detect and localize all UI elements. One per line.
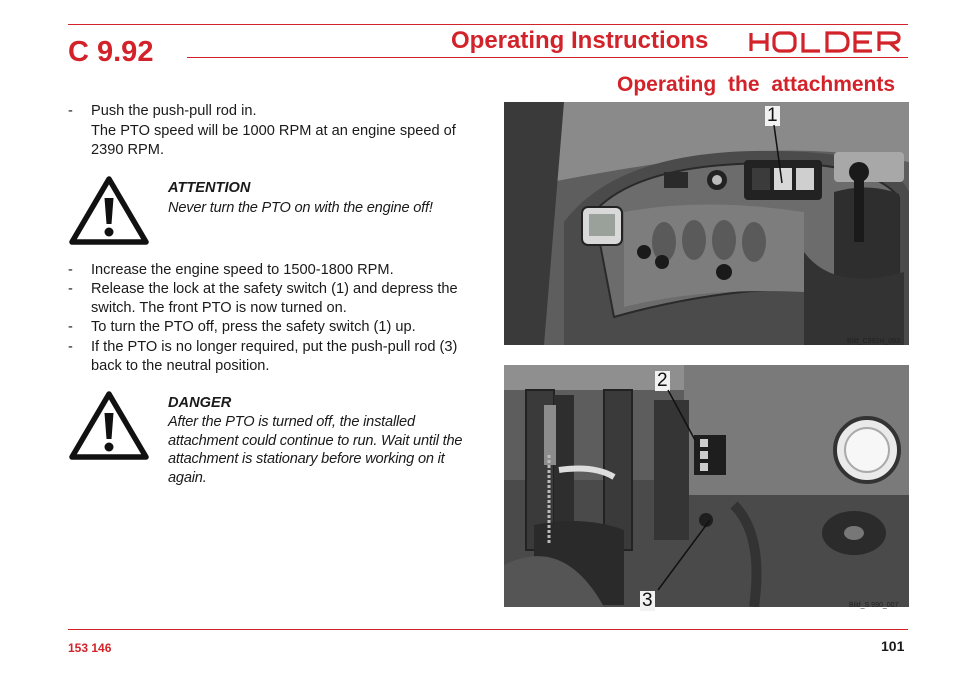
page-number: 101 <box>881 638 905 654</box>
step-3-dash: - <box>68 319 73 335</box>
photo2-caption: Bild_S 990_007 <box>849 602 899 609</box>
danger-warning-icon <box>68 389 150 461</box>
step-1-dash: - <box>68 262 73 278</box>
step-3-text: To turn the PTO off, press the safety switch (1) up. <box>91 319 416 335</box>
model-number: C 9.92 <box>68 36 154 68</box>
photo1-callout-1: 1 <box>767 105 778 126</box>
section-heading: Operating the attachments <box>617 73 896 96</box>
attention-warning-icon <box>68 174 150 246</box>
attention-title: ATTENTION <box>168 180 251 196</box>
photo2-callout-lines <box>650 380 710 610</box>
holder-logo <box>748 30 902 54</box>
header-top-rule <box>68 24 908 25</box>
document-number: 153 146 <box>68 641 112 655</box>
photo2-callout-3: 3 <box>642 590 653 611</box>
photo1-caption: Bild_C992H_093 <box>847 338 900 345</box>
danger-text: After the PTO is turned off, the installed attachment could continue to run. Wait until the attachment is stationary before working on it again. <box>168 414 463 486</box>
manual-title: Operating Instructions <box>451 27 709 54</box>
step-2-text: Release the lock at the safety switch (1) and depress the switch. The front PTO is now turned on. <box>91 281 458 317</box>
danger-title: DANGER <box>168 395 232 411</box>
step-1-text: Increase the engine speed to 1500-1800 RPM. <box>91 262 394 278</box>
header-mid-rule <box>187 57 908 58</box>
attention-text: Never turn the PTO on with the engine off! <box>168 200 433 216</box>
step-4-text: If the PTO is no longer required, put the push-pull rod (3) back to the neutral position. <box>91 339 458 375</box>
footer-rule <box>68 629 908 630</box>
step-2-dash: - <box>68 281 73 297</box>
photo1-callout-line <box>770 125 790 185</box>
photo2-callout-2: 2 <box>657 370 668 391</box>
step-4-dash: - <box>68 339 73 355</box>
control-panel-photo <box>504 102 909 345</box>
intro-dash: - <box>68 103 73 119</box>
intro-line-1: Push the push-pull rod in. <box>91 103 257 119</box>
intro-line-2: The PTO speed will be 1000 RPM at an engine speed of 2390 RPM. <box>91 123 456 159</box>
